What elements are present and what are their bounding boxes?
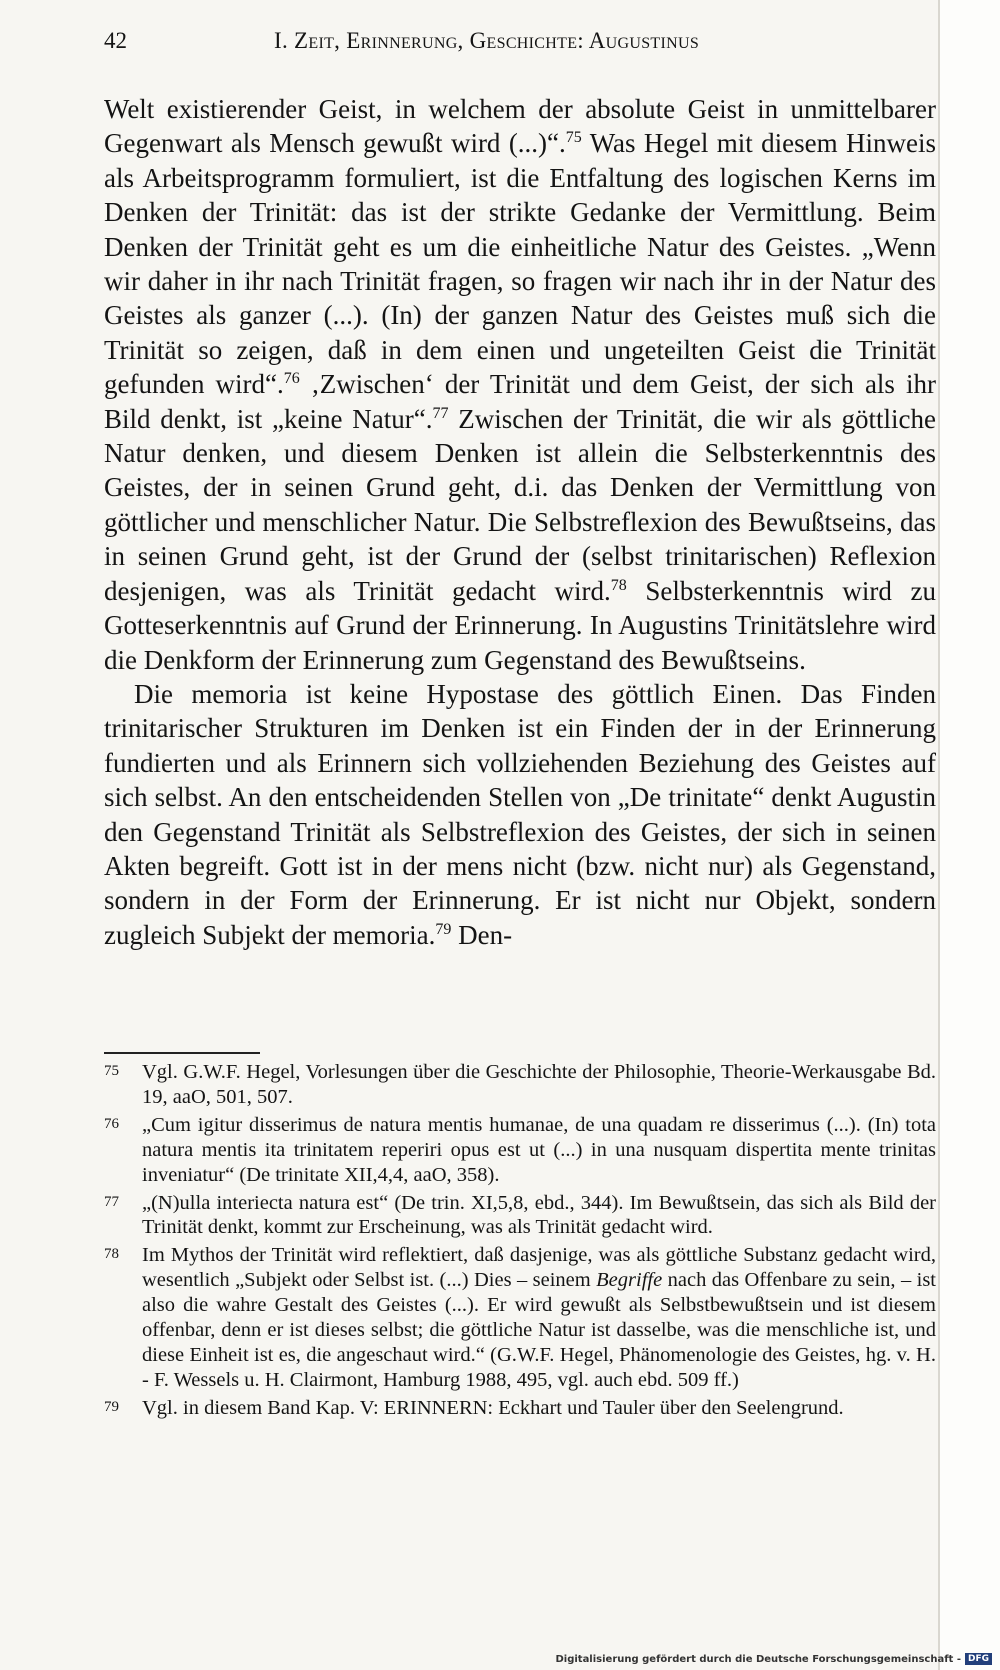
- page-edge-shadow: [938, 0, 940, 1670]
- text-run: Den-: [451, 919, 513, 950]
- text-run: „(N)ulla interiecta natura est“ (De trin. XI,5,8, ebd., 344). Im Bewußtsein, das sich als Bild der Trinität denkt, kommt zur Erscheinung, was als Trinität gedacht wird.: [142, 1191, 936, 1239]
- footnote-number: 76: [104, 1115, 119, 1132]
- digitization-footer: [555, 1653, 992, 1665]
- emphasis: Begriffe: [596, 1269, 663, 1292]
- footnote: [104, 1396, 936, 1421]
- footnote-text: [142, 1396, 936, 1421]
- footer-text: Digitalisierung gefördert durch die Deutsche Forschungsgemeinschaft -: [555, 1653, 961, 1665]
- footnote-separator: [104, 1052, 260, 1054]
- footnote-ref: 76: [283, 370, 300, 388]
- text-run: ‚Zwischen‘ der Trinität und dem Geist, der sich als ihr Bild denkt, ist „keine Natur“.: [104, 369, 936, 434]
- footnote-ref: 77: [432, 404, 449, 422]
- paragraph: [104, 92, 936, 677]
- footnote-number: 79: [104, 1398, 119, 1415]
- running-head: I. Zeit, Erinnerung, Geschichte: Augustinus: [274, 28, 700, 53]
- text-run: Zwischen der Trinität, die wir als göttliche Natur denken, und diesem Denken ist allein die Selbsterkenntnis des Geistes, der in seinen Grund geht, d.i. das Denken der Vermittlung von göttlicher und menschlicher Natur. Die Selbstreflexion des Bewußtseins, das in seinen Grund geht, ist der Grund der (selbst trinitarischen) Reflexion desjenigen, was als Trinität gedacht wird.: [104, 403, 936, 606]
- text-run: Vgl. G.W.F. Hegel, Vorlesungen über die Geschichte der Philosophie, Theorie-Werkausgabe Bd. 19, aaO, 501, 507.: [142, 1061, 936, 1108]
- page-margin: [940, 0, 1000, 1670]
- text-run: Welt existierender Geist, in welchem der absolute Geist in unmittelbarer Gegenwart als Mensch gewußt wird (...)“.: [104, 94, 936, 159]
- footnote: [104, 1243, 936, 1392]
- dfg-logo: DFG: [965, 1653, 992, 1665]
- footnote-ref: 75: [565, 129, 582, 147]
- text-run: Vgl. in diesem Band Kap. V: ERINNERN: Eckhart und Tauler über den Seelengrund.: [142, 1396, 844, 1419]
- text-run: Die memoria ist keine Hypostase des göttlich Einen. Das Finden trinitarischer Strukturen im Denken ist ein Finden der in der Erinnerung fundierten und als Erinnern sich vollziehenden Beziehung des Geistes auf sich selbst. An den entscheidenden Stellen von „De trinitate“ denkt Augustin den Gegenstand Trinität als Selbstreflexion des Geistes, der sich in seinen Akten begreift. Gott ist in der mens nicht (bzw. nicht nur) als Gegenstand, sondern in der Form der Erinnerung. Er ist nicht nur Objekt, sondern zugleich Subjekt der memoria.: [104, 678, 936, 950]
- text-run: Selbsterkenntnis wird zu Gotteserkenntnis auf Grund der Erinnerung. In Augustins Trinitätslehre wird die Denkform der Erinnerung zum Gegenstand des Bewußtseins.: [104, 575, 936, 675]
- text-run: „Cum igitur disserimus de natura mentis humanae, de una quadam re disserimus (...). (In) tota natura mentis ita trinitatem reperiri opus est ut (...) in una nusquam dispertita mente trinitas inveniatur“ (De trinitate XII,4,4, aaO, 358).: [142, 1113, 936, 1186]
- footnote-number: 77: [104, 1193, 119, 1210]
- text-run: Was Hegel mit diesem Hinweis als Arbeitsprogramm formuliert, ist die Entfaltung des logischen Kerns im Denken der Trinität: das ist der strikte Gedanke der Vermittlung. Beim Denken der Trinität geht es um die einheitliche Natur des Geistes. „Wenn wir daher in ihr nach Trinität fragen, so fragen wir nach ihr in der Natur des Geistes als ganzer (...). (In) der ganzen Natur des Geistes muß sich die Trinität so zeigen, daß in dem einen und ungeteilten Geist die Trinität gefunden wird“.: [104, 128, 936, 400]
- footnote-text: [142, 1113, 936, 1188]
- footnote-number: 78: [104, 1246, 119, 1263]
- footnote-ref: 78: [610, 576, 627, 594]
- page-header: [104, 24, 932, 60]
- main-text: [104, 92, 936, 952]
- footnote-ref: 79: [435, 920, 452, 938]
- footnote: [104, 1113, 936, 1188]
- footnote-text: [142, 1060, 936, 1110]
- footnote: [104, 1060, 936, 1110]
- page-number: 42: [104, 28, 127, 53]
- text-run: nach das Offenbare zu sein, – ist also die wahre Gestalt des Geistes (...). Er wird gewußt als Selbstbewußtsein und ist diesem offenbar, denn er ist dieses selbst; die göttliche Natur ist dasselbe, was die menschliche ist, und diese Einheit ist es, die angeschaut wird.“ (G.W.F. Hegel, Phänomenologie des Geistes, hg. v. H. - F. Wessels u. H. Clairmont, Hamburg 1988, 495, vgl. auch ebd. 509 ff.): [142, 1269, 936, 1391]
- footnote-text: [142, 1191, 936, 1241]
- footnote-text: [142, 1243, 936, 1392]
- paragraph: [104, 677, 936, 952]
- footnote-number: 75: [104, 1063, 119, 1079]
- text-run: Im Mythos der Trinität wird reflektiert, daß dasjenige, was als göttliche Substanz gedacht wird, wesentlich „Subjekt oder Selbst ist. (...) Dies – seinem: [142, 1244, 936, 1292]
- footnote: [104, 1191, 936, 1241]
- footnotes: [104, 1060, 936, 1421]
